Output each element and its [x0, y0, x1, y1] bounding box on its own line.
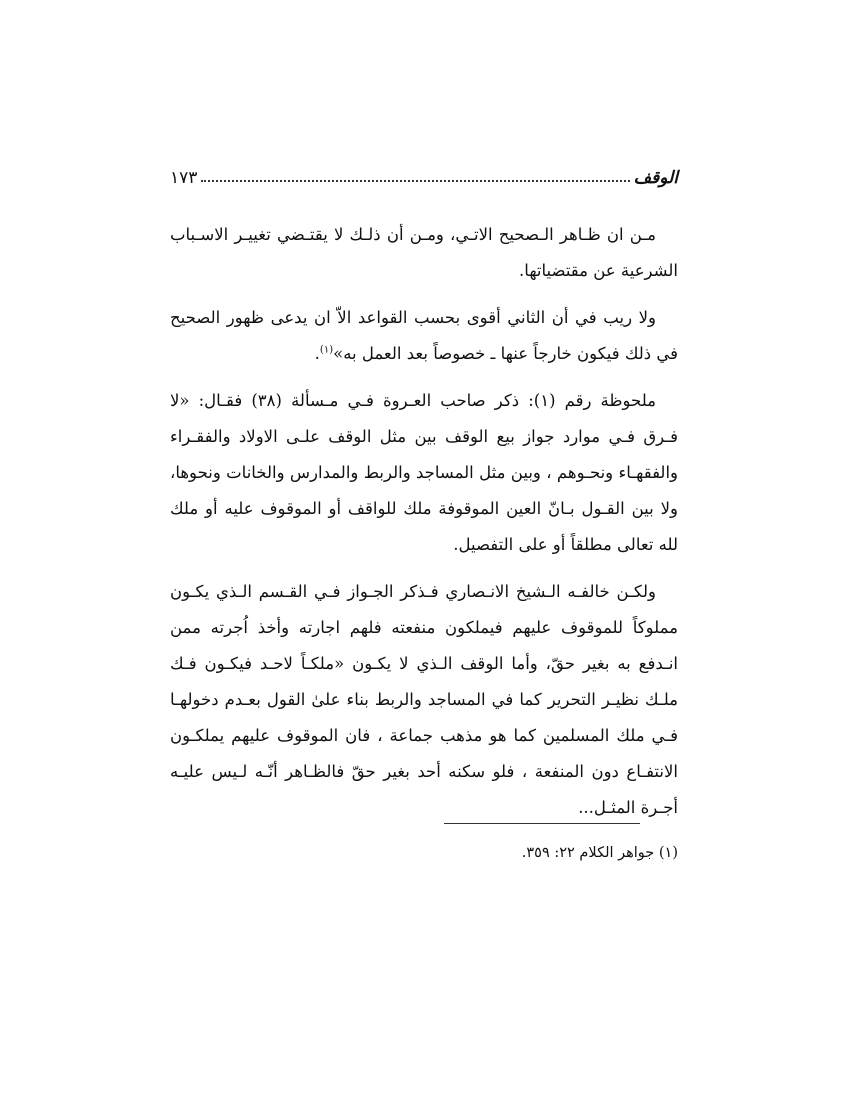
- dotted-leader: [201, 179, 629, 182]
- paragraph: [170, 300, 678, 372]
- footnote-separator: [444, 823, 640, 824]
- paragraph: ملحوظة رقم (١): ذكر صاحب العـروة فـي مـسألة (٣٨) فقـال: «لا فـرق فـي موارد جواز بيع الوقف بين مثل الوقف علـى الاولاد والفقـراء والفقهـاء ونحـوهم ، وبين مثل المساجد والربط والمدارس والخانات ونحوها، ولا بين القـول بـانّ العين الموقوفة ملك للواقف أو الموقوف عليه أو ملك لله تعالى مطلقاً أو على التفصيل.: [170, 391, 678, 554]
- paragraph: ولكـن خالفـه الـشيخ الانـصاري فـذكر الجـواز فـي القـسم الـذي يكـون مملوكاً للموقوف عليهم فيملكون منفعته فلهم اجارته وأخذ اُجرته ممن انـدفع به بغير حقّ، وأما الوقف الـذي لا يكـون «ملكـاً لاحـد فيكـون فـك ملـك نظيـر التحرير كما في المساجد والربط بناء علىٰ القول بعـدم دخولهـا فـي ملك المسلمين كما هو مذهب جماعة ، فان الموقوف عليهم يملكـون الانتفـاع دون المنفعة ، فلو سكنه أحد بغير حقّ فالظـاهر أنّـه لـيس عليـه أجـرة المثـل...: [170, 582, 678, 817]
- running-title: الوقف: [633, 168, 678, 188]
- footnote: (١) جواهر الكلام ٢٢: ٣٥٩.: [521, 845, 678, 861]
- paragraph-end: .: [314, 344, 320, 363]
- footnote-reference: (١): [319, 344, 334, 356]
- page-number: ١٧٣: [170, 168, 198, 188]
- paragraph: مـن ان ظـاهر الـصحيح الاتـي، ومـن أن ذلـك لا يقتـضي تغييـر الاسـباب الشرعية عن مقتضياتها.: [170, 225, 678, 280]
- body-text: [170, 217, 678, 837]
- paragraph-text: ولا ريب في أن الثاني أقوى بحسب القواعد الاّ ان يدعى ظهور الصحيح في ذلك فيكون خارجاً عنها ـ خصوصاً بعد العمل به»: [170, 308, 678, 363]
- page-header: [170, 156, 678, 188]
